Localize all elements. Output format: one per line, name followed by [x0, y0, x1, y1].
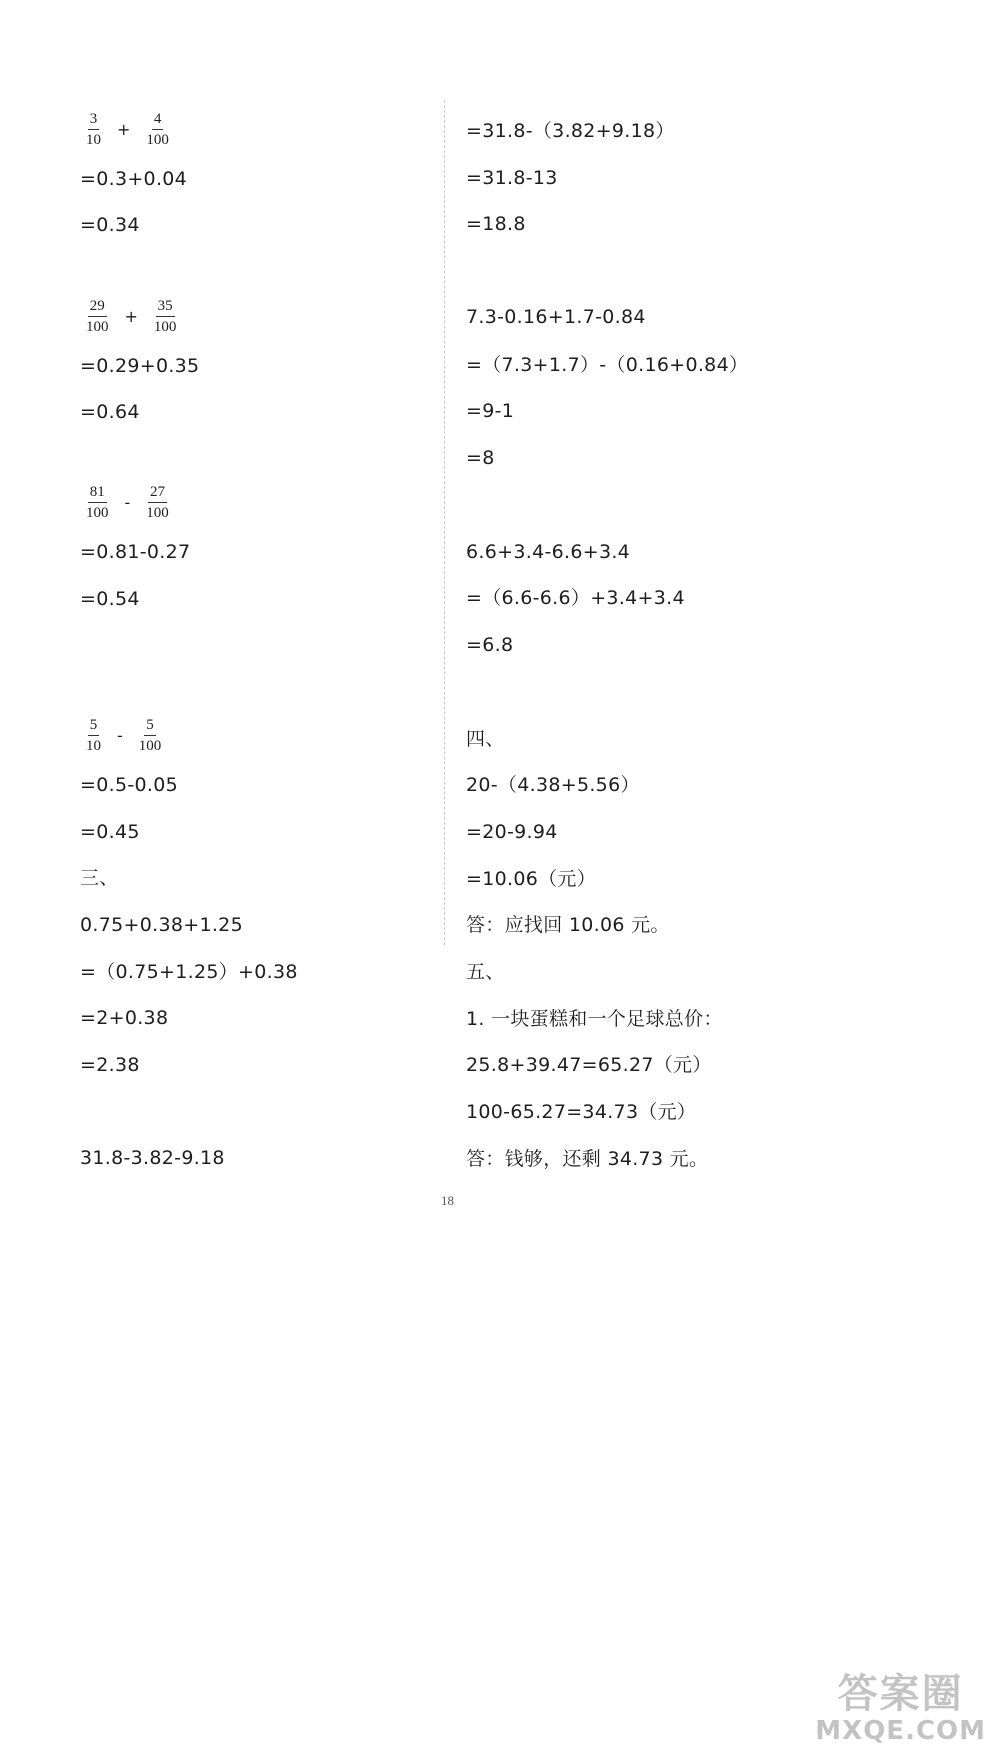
operator: -	[117, 726, 123, 745]
equation-line: 31.8-3.82-9.18	[80, 1147, 225, 1169]
fraction	[152, 298, 179, 335]
equation-line: =0.64	[80, 401, 140, 423]
equation-line: =10.06（元）	[466, 868, 597, 890]
equation-line: =31.8-（3.82+9.18）	[466, 120, 675, 142]
fraction-expression-3	[84, 484, 171, 521]
equation-line: 25.8+39.47=65.27（元）	[466, 1054, 712, 1076]
denominator: 100	[86, 505, 109, 521]
fraction	[84, 717, 103, 754]
equation-line: =2+0.38	[80, 1007, 169, 1029]
numerator: 81	[88, 484, 107, 503]
denominator: 10	[86, 738, 101, 754]
fraction-expression-2	[84, 298, 178, 335]
section-heading: 四、	[466, 728, 505, 750]
denominator: 100	[146, 505, 169, 521]
numerator: 5	[88, 717, 100, 736]
watermark-logo	[815, 1672, 986, 1746]
equation-line: =0.3+0.04	[80, 168, 188, 190]
numerator: 4	[152, 111, 164, 130]
fraction	[84, 484, 111, 521]
fraction	[144, 111, 171, 148]
operator: -	[124, 493, 131, 512]
fraction-expression-4	[84, 717, 163, 754]
equation-line: =18.8	[466, 213, 526, 235]
numerator: 27	[148, 484, 167, 503]
equation-line: =31.8-13	[466, 167, 558, 189]
operator: +	[117, 120, 131, 139]
equation-line: =（6.6-6.6）+3.4+3.4	[466, 587, 685, 609]
fraction	[137, 717, 164, 754]
numerator: 35	[156, 298, 175, 317]
denominator: 100	[153, 319, 177, 335]
equation-line: =20-9.94	[466, 821, 558, 843]
equation-line: =（0.75+1.25）+0.38	[80, 961, 298, 983]
equation-line: =9-1	[466, 400, 515, 422]
denominator: 10	[86, 132, 101, 148]
denominator: 100	[138, 738, 162, 754]
watermark-url: MXQE.COM	[815, 1716, 986, 1746]
equation-line: =0.81-0.27	[80, 541, 191, 563]
fraction	[144, 484, 171, 521]
equation-line: =0.5-0.05	[80, 774, 178, 796]
answer-line: 答：钱够，还剩 34.73 元。	[466, 1148, 709, 1170]
denominator: 100	[86, 319, 109, 335]
equation-line: =0.29+0.35	[80, 355, 200, 377]
section-heading: 五、	[466, 961, 505, 983]
section-heading: 三、	[80, 867, 119, 889]
fraction	[84, 298, 111, 335]
equation-line: 20-（4.38+5.56）	[466, 774, 640, 796]
equation-line: =0.54	[80, 588, 140, 610]
watermark-text: 答案圈	[837, 1671, 964, 1717]
equation-line: =0.45	[80, 821, 140, 843]
numerator: 29	[88, 298, 107, 317]
column-divider	[444, 100, 445, 945]
equation-line: 0.75+0.38+1.25	[80, 914, 243, 936]
equation-line: =6.8	[466, 634, 514, 656]
page-number: 18	[441, 1193, 454, 1208]
denominator: 100	[146, 132, 169, 148]
operator: +	[124, 307, 138, 326]
equation-line: 100-65.27=34.73（元）	[466, 1101, 697, 1123]
equation-line: =（7.3+1.7）-（0.16+0.84）	[466, 354, 749, 376]
equation-line: =2.38	[80, 1054, 140, 1076]
equation-line: =8	[466, 447, 495, 469]
numerator: 3	[88, 111, 100, 130]
question-line: 1. 一块蛋糕和一个足球总价：	[466, 1008, 723, 1030]
equation-line: 7.3-0.16+1.7-0.84	[466, 306, 646, 328]
fraction-expression-1	[84, 111, 171, 148]
numerator: 5	[144, 717, 156, 736]
answer-line: 答：应找回 10.06 元。	[466, 914, 670, 936]
equation-line: 6.6+3.4-6.6+3.4	[466, 541, 631, 563]
fraction	[84, 111, 103, 148]
equation-line: =0.34	[80, 214, 140, 236]
